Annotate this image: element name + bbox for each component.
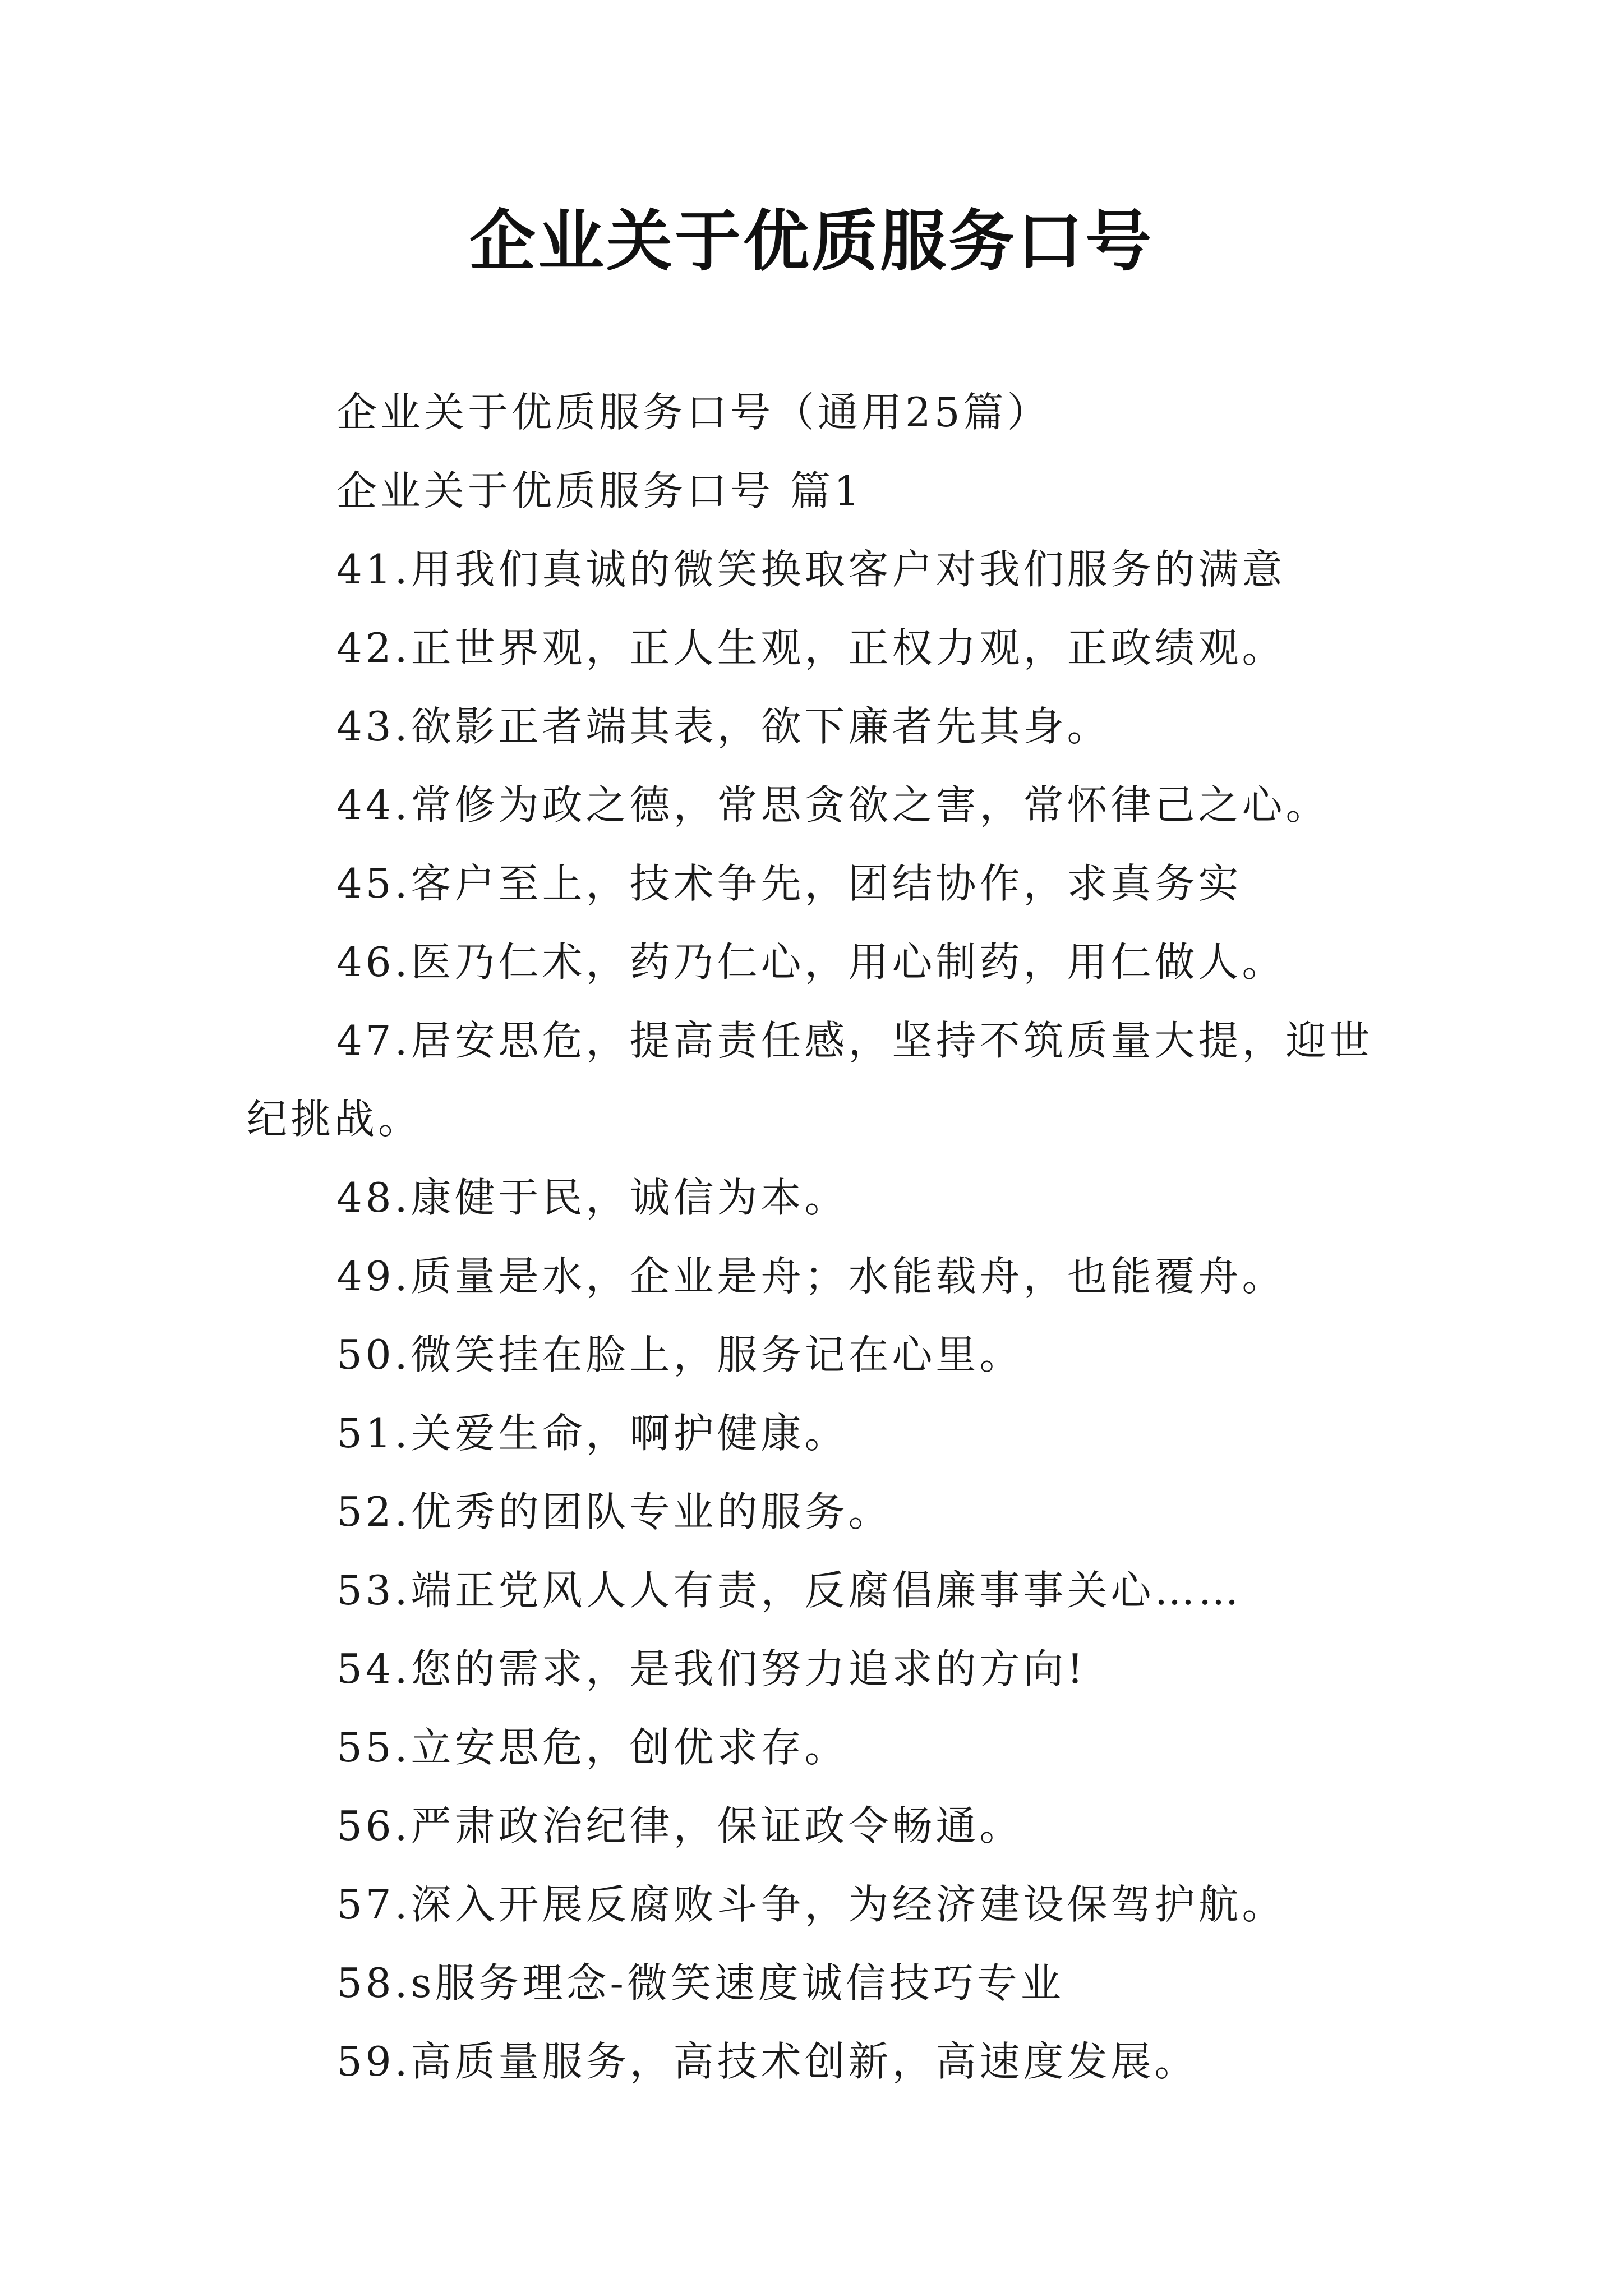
slogan-line: 51.关爱生命，啊护健康。 [336,1410,849,1457]
slogan-line: 48.康健于民，诚信为本。 [336,1174,849,1221]
slogan-line: 42.正世界观，正人生观，正权力观，正政绩观。 [336,624,1286,671]
slogan-line: 44.常修为政之德，常思贪欲之害，常怀律己之心。 [336,781,1330,829]
slogan-line: 54.您的需求，是我们努力追求的方向! [336,1645,1087,1692]
slogan-line: 58.s服务理念-微笑速度诚信技巧专业 [336,1959,1064,2007]
slogan-line: 46.医乃仁术，药乃仁心，用心制药，用仁做人。 [336,938,1286,986]
slogan-line: 52.优秀的团队专业的服务。 [336,1488,892,1535]
document-body [247,373,1396,2101]
subtitle-line: 企业关于优质服务口号（通用25篇） [336,389,1051,436]
slogan-line-wrapped: 47.居安思危，提高责任感，坚持不筑质量大提，迎世纪挑战。 [247,1017,1373,1143]
slogan-line: 53.端正党风人人有责，反腐倡廉事事关心…… [336,1567,1242,1614]
slogan-line: 43.欲影正者端其表，欲下廉者先其身。 [336,703,1111,750]
slogan-line: 45.客户至上，技术争先，团结协作，求真务实 [336,860,1242,907]
slogan-line: 59.高质量服务，高技术创新，高速度发展。 [336,2038,1198,2085]
slogan-line: 50.微笑挂在脸上，服务记在心里。 [336,1331,1023,1378]
slogan-line: 49.质量是水，企业是舟；水能载舟，也能覆舟。 [336,1253,1286,1300]
slogan-line: 56.严肃政治纪律，保证政令畅通。 [336,1802,1023,1849]
section-heading: 企业关于优质服务口号 篇1 [336,467,863,514]
slogan-line: 41.用我们真诚的微笑换取客户对我们服务的满意 [336,546,1286,593]
document-title: 企业关于优质服务口号 [469,202,1154,280]
slogan-line: 55.立安思危，创优求存。 [336,1724,849,1771]
slogan-line: 57.深入开展反腐败斗争，为经济建设保驾护航。 [336,1881,1286,1928]
